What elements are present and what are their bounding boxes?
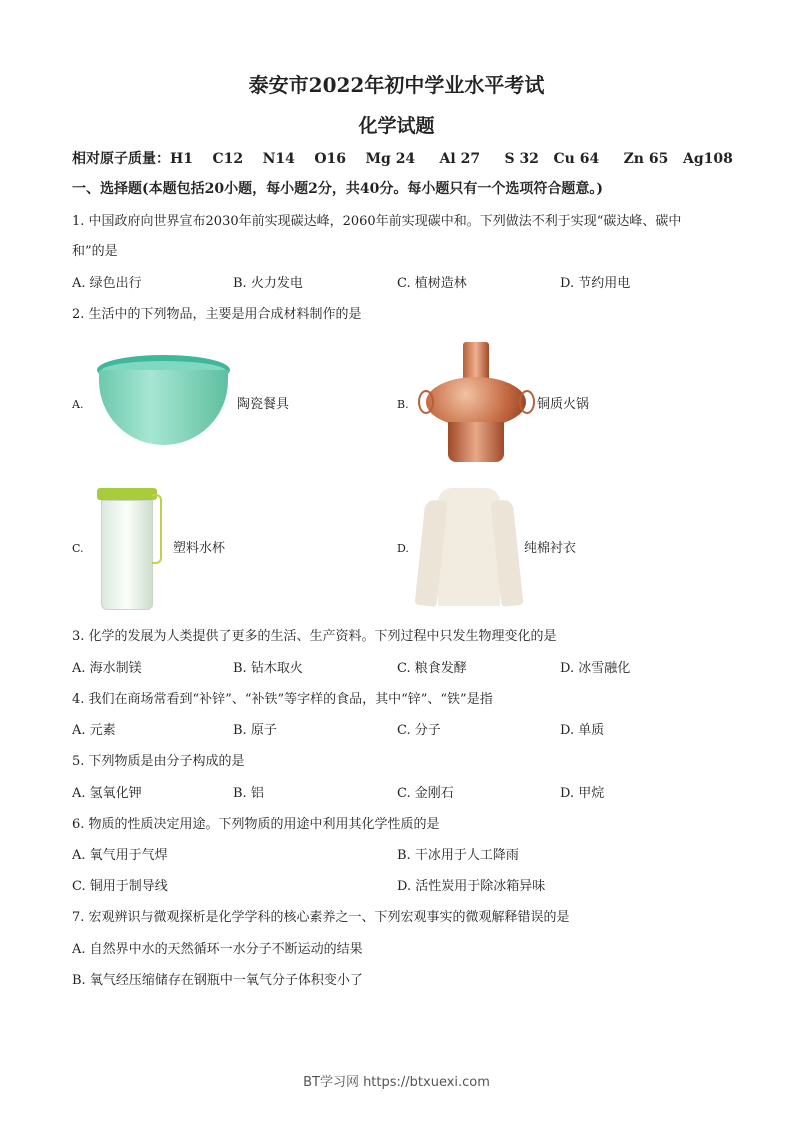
q2-option-a-letter: A.	[72, 398, 84, 411]
q1-stem-cont: 和”的是	[72, 244, 118, 259]
q3-stem: 3. 化学的发展为人类提供了更多的生活、生产资料。下列过程中只发生物理变化的是	[72, 629, 557, 644]
q1-option-c: C. 植树造林	[397, 276, 467, 291]
q6-option-a: A. 氧气用于气焊	[72, 848, 168, 863]
q1-option-b: B. 火力发电	[233, 276, 303, 291]
q4-option-a: A. 元素	[72, 723, 116, 738]
q6-option-b: B. 干冰用于人工降雨	[397, 848, 519, 863]
q3-option-b: B. 钻木取火	[233, 661, 303, 676]
q4-option-c: C. 分子	[397, 723, 441, 738]
q6-option-d: D. 活性炭用于除冰箱异味	[397, 879, 546, 894]
q2-option-a-label: 陶瓷餐具	[237, 397, 290, 412]
q7-option-b: B. 氧气经压缩储存在钢瓶中一氧气分子体积变小了	[72, 973, 363, 988]
q7-stem: 7. 宏观辨识与微观探析是化学学科的核心素养之一、下列宏观事实的微观解释错误的是	[72, 910, 570, 925]
q2-option-d-label: 纯棉衬衣	[524, 541, 577, 556]
q1-option-d: D. 节约用电	[560, 276, 631, 291]
q2-option-b-label: 铜质火锅	[537, 397, 590, 412]
q5-option-d: D. 甲烷	[560, 786, 605, 801]
q2-option-d-letter: D.	[397, 542, 409, 555]
plastic-cup-image	[97, 488, 165, 608]
exam-subtitle: 化学试题	[358, 115, 435, 137]
q4-option-d: D. 单质	[560, 723, 605, 738]
section-heading: 一、选择题(本题包括20小题，每小题2分，共40分。每小题只有一个选项符合题意。)	[72, 181, 603, 197]
q3-option-d: D. 冰雪融化	[560, 661, 631, 676]
q2-option-c-label: 塑料水杯	[173, 541, 226, 556]
q1-stem: 1. 中国政府向世界宣布2030年前实现碳达峰，2060年前实现碳中和。下列做法不利于实现“碳达峰、碳中	[72, 214, 682, 229]
q5-option-c: C. 金刚石	[397, 786, 454, 801]
cotton-shirt-image	[418, 488, 520, 608]
q2-option-c-letter: C.	[72, 542, 84, 555]
q5-option-a: A. 氢氧化钾	[72, 786, 142, 801]
q3-option-c: C. 粮食发酵	[397, 661, 467, 676]
q2-option-b-letter: B.	[397, 398, 409, 411]
atomic-mass-line: 相对原子质量：H1 C12 N14 O16 Mg 24 Al 27 S 32 Cu 64 Zn 65 Ag108	[72, 151, 733, 167]
q6-option-c: C. 铜用于制导线	[72, 879, 168, 894]
q2-stem: 2. 生活中的下列物品，主要是用合成材料制作的是	[72, 307, 362, 322]
q5-option-b: B. 铝	[233, 786, 264, 801]
footer-watermark-link[interactable]: BT学习网 https://btxuexi.com	[303, 1075, 490, 1090]
exam-title: 泰安市2022年初中学业水平考试	[248, 73, 545, 97]
q5-stem: 5. 下列物质是由分子构成的是	[72, 754, 245, 769]
ceramic-bowl-image	[97, 355, 230, 455]
q3-option-a: A. 海水制镁	[72, 661, 142, 676]
q4-option-b: B. 原子	[233, 723, 277, 738]
q6-stem: 6. 物质的性质决定用途。下列物质的用途中利用其化学性质的是	[72, 817, 440, 832]
q7-option-a: A. 自然界中水的天然循环一水分子不断运动的结果	[72, 942, 363, 957]
q4-stem: 4. 我们在商场常看到“补锌”、“补铁”等字样的食品，其中“锌”、“铁”是指	[72, 692, 493, 707]
q1-option-a: A. 绿色出行	[72, 276, 142, 291]
copper-hotpot-image	[418, 342, 535, 465]
